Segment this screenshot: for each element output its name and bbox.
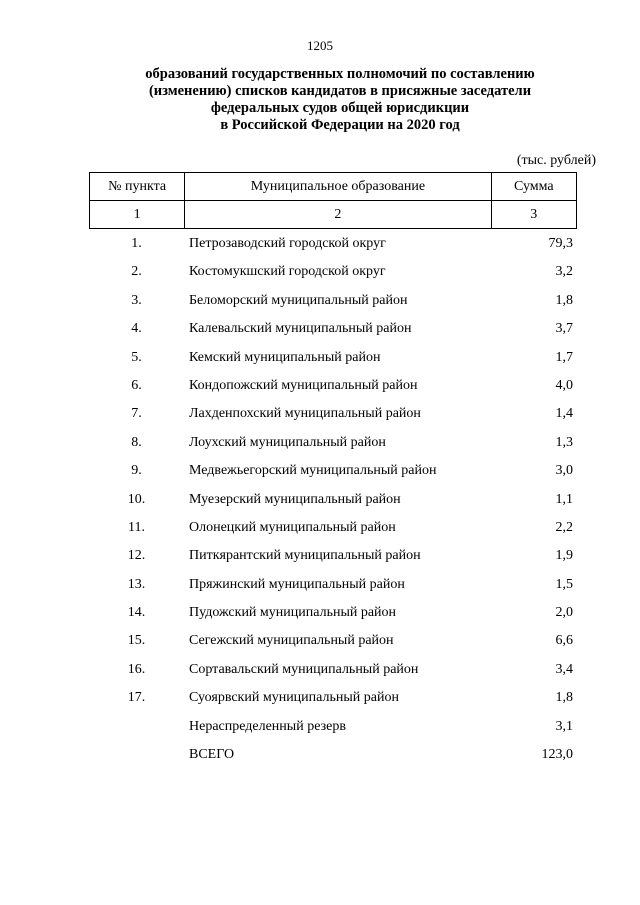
row-number: 15. xyxy=(127,633,146,649)
header-col-number: № пункта xyxy=(90,173,185,201)
row-number: 7. xyxy=(131,406,142,422)
row-municipality: Сортавальский муниципальный район xyxy=(189,661,419,677)
header-row xyxy=(90,173,577,201)
header-col-sum: Сумма xyxy=(491,173,576,201)
column-index-1: 1 xyxy=(90,201,185,229)
row-municipality: Медвежьегорский муниципальный район xyxy=(189,463,437,479)
row-municipality: Суоярвский муниципальный район xyxy=(189,690,399,706)
total-label: ВСЕГО xyxy=(189,747,235,763)
total-sum: 123,0 xyxy=(541,747,573,763)
table-row xyxy=(89,372,577,400)
row-sum: 3,7 xyxy=(555,321,573,337)
table-row xyxy=(89,656,577,684)
row-sum: 1,1 xyxy=(555,491,573,507)
table-row xyxy=(89,287,577,315)
row-municipality: Пряжинский муниципальный район xyxy=(189,576,405,592)
row-number: 1. xyxy=(131,236,142,251)
row-sum: 1,8 xyxy=(555,690,573,706)
row-municipality: Олонецкий муниципальный район xyxy=(189,519,396,535)
document-title xyxy=(70,66,610,134)
row-municipality: Петрозаводский городской округ xyxy=(189,236,386,251)
row-number: 2. xyxy=(131,264,142,280)
row-sum: 1,5 xyxy=(555,576,573,592)
row-municipality: Беломорский муниципальный район xyxy=(189,292,408,308)
table-row xyxy=(89,457,577,485)
row-municipality: Пудожский муниципальный район xyxy=(189,605,397,621)
units-label: (тыс. рублей) xyxy=(516,153,596,168)
table-row xyxy=(89,258,577,286)
row-number: 3. xyxy=(131,292,142,308)
row-sum: 1,4 xyxy=(555,406,573,422)
row-number: 12. xyxy=(127,548,146,564)
row-municipality: Калевальский муниципальный район xyxy=(189,321,412,337)
table-row xyxy=(89,315,577,343)
row-municipality: Нераспределенный резерв xyxy=(189,718,346,734)
row-number: 8. xyxy=(131,434,142,450)
table-row xyxy=(89,571,577,599)
row-municipality: Костомукшский городской округ xyxy=(189,264,386,280)
table-row xyxy=(89,514,577,542)
row-sum: 3,0 xyxy=(555,463,573,479)
table-body xyxy=(89,230,577,769)
row-number: 9. xyxy=(131,463,142,479)
row-sum: 1,8 xyxy=(555,292,573,308)
row-sum: 79,3 xyxy=(548,236,573,251)
title-line: (изменению) списков кандидатов в присяжные заседатели xyxy=(148,83,532,99)
row-number: 16. xyxy=(127,661,146,677)
row-sum: 1,3 xyxy=(555,434,573,450)
table-row xyxy=(89,684,577,712)
table-row xyxy=(89,599,577,627)
row-sum: 2,0 xyxy=(555,605,573,621)
table-row xyxy=(89,627,577,655)
row-number: 6. xyxy=(131,377,142,393)
row-municipality: Кондопожский муниципальный район xyxy=(189,377,418,393)
table-row xyxy=(89,486,577,514)
row-municipality: Лахденпохский муниципальный район xyxy=(189,406,421,422)
row-number: 14. xyxy=(127,605,146,621)
unallocated-reserve-row xyxy=(89,713,577,741)
row-number: 13. xyxy=(127,576,146,592)
row-municipality: Муезерский муниципальный район xyxy=(189,491,401,507)
row-municipality: Сегежский муниципальный район xyxy=(189,633,394,649)
title-line: образований государственных полномочий по составлению xyxy=(145,66,535,82)
row-sum: 4,0 xyxy=(555,377,573,393)
table-row xyxy=(89,344,577,372)
table-row xyxy=(89,429,577,457)
table-row xyxy=(89,542,577,570)
table-header xyxy=(89,172,577,229)
row-number: 10. xyxy=(127,491,146,507)
row-number: 4. xyxy=(131,321,142,337)
table-row xyxy=(89,400,577,428)
row-number: 11. xyxy=(128,519,145,535)
row-municipality: Кемский муниципальный район xyxy=(189,349,381,365)
title-line: в Российской Федерации на 2020 год xyxy=(220,117,460,133)
column-index-row xyxy=(90,201,577,229)
row-sum: 1,7 xyxy=(555,349,573,365)
title-line: федеральных судов общей юрисдикции xyxy=(210,100,470,116)
row-sum: 2,2 xyxy=(555,519,573,535)
row-sum: 3,1 xyxy=(555,718,573,734)
page-number: 1205 xyxy=(307,38,333,53)
row-municipality: Питкярантский муниципальный район xyxy=(189,548,421,564)
row-sum: 1,9 xyxy=(555,548,573,564)
row-number: 17. xyxy=(127,690,146,706)
row-sum: 6,6 xyxy=(555,633,573,649)
row-sum: 3,2 xyxy=(555,264,573,280)
row-number: 5. xyxy=(131,349,142,365)
table-row xyxy=(89,230,577,258)
column-index-3: 3 xyxy=(491,201,576,229)
column-index-2: 2 xyxy=(185,201,491,229)
row-sum: 3,4 xyxy=(555,661,573,677)
total-row xyxy=(89,741,577,769)
row-municipality: Лоухский муниципальный район xyxy=(189,434,386,450)
header-col-municipality: Муниципальное образование xyxy=(185,173,491,201)
